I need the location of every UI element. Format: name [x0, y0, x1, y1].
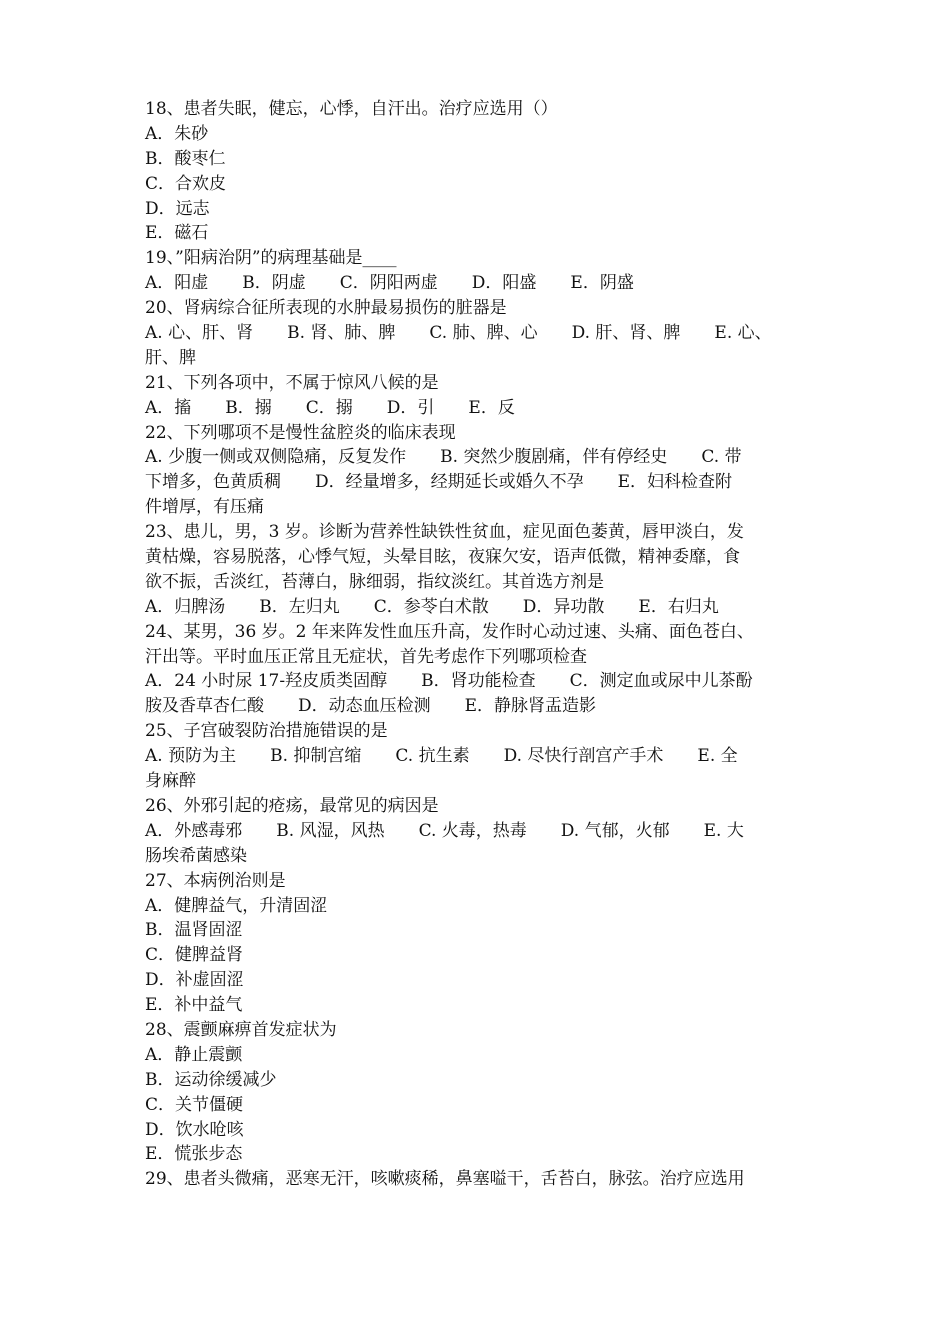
- option-line: 下增多，色黄质稠 D．经量增多，经期延长或婚久不孕 E．妇科检查附: [145, 472, 733, 493]
- option-line: D．补虚固涩: [145, 970, 244, 991]
- question-text: 21、下列各项中，不属于惊风八候的是: [145, 372, 439, 393]
- question-text: 汗出等。平时血压正常且无症状，首先考虑作下列哪项检查: [145, 646, 587, 667]
- option-line: A．外感毒邪 B. 风湿，风热 C. 火毒，热毒 D. 气郁，火郁 E. 大: [145, 820, 744, 841]
- document-page: [145, 97, 817, 1192]
- option-line: 肠埃希菌感染: [145, 845, 247, 866]
- question-text: 29、患者头微痛，恶寒无汗，咳嗽痰稀，鼻塞嗌干，舌苔白，脉弦。治疗应选用: [145, 1169, 745, 1190]
- option-line: 肝、脾: [145, 347, 196, 368]
- option-line: A．24 小时尿 17-羟皮质类固醇 B．肾功能检查 C．测定血或尿中儿茶酚: [145, 671, 753, 692]
- option-line: A．阳虚 B．阴虚 C．阴阳两虚 D．阳盛 E．阴盛: [145, 273, 634, 294]
- option-line: A. 少腹一侧或双侧隐痛，反复发作 B. 突然少腹剧痛，伴有停经史 C. 带: [145, 447, 742, 468]
- question-text: 25、子宫破裂防治措施错误的是: [145, 721, 388, 742]
- question-text: 22、下列哪项不是慢性盆腔炎的临床表现: [145, 422, 456, 443]
- question-text: 28、震颤麻痹首发症状为: [145, 1019, 337, 1040]
- option-line: C．关节僵硬: [145, 1094, 244, 1115]
- question-text: 20、肾病综合征所表现的水肿最易损伤的脏器是: [145, 298, 507, 319]
- option-line: E．补中益气: [145, 995, 243, 1016]
- option-line: 胺及香草杏仁酸 D．动态血压检测 E．静脉肾盂造影: [145, 696, 597, 717]
- option-line: A. 预防为主 B. 抑制宫缩 C. 抗生素 D. 尽快行剖宫产手术 E. 全: [145, 746, 738, 767]
- question-text: 黄枯燥，容易脱落，心悸气短，头晕目眩，夜寐欠安，语声低微，精神委靡，食: [145, 547, 740, 568]
- option-line: A．健脾益气，升清固涩: [145, 895, 328, 916]
- option-line: E．磁石: [145, 223, 209, 244]
- option-line: B．温肾固涩: [145, 920, 243, 941]
- question-text: 26、外邪引起的疮疡，最常见的病因是: [145, 795, 439, 816]
- option-line: 件增厚，有压痛: [145, 497, 264, 518]
- question-text: 23、患儿，男，3 岁。诊断为营养性缺铁性贫血，症见面色萎黄，唇甲淡白，发: [145, 522, 744, 543]
- question-text: 27、本病例治则是: [145, 870, 286, 891]
- question-text: 19、”阳病治阴”的病理基础是____: [145, 248, 397, 269]
- option-line: D．饮水呛咳: [145, 1119, 244, 1140]
- option-line: E．慌张步态: [145, 1144, 243, 1165]
- option-line: C．健脾益肾: [145, 945, 244, 966]
- question-text: 18、患者失眠，健忘，心悸，自汗出。治疗应选用（）: [145, 99, 558, 119]
- option-line: A．归脾汤 B．左归丸 C．参苓白术散 D．异功散 E．右归丸: [145, 596, 719, 617]
- option-line: D．远志: [145, 198, 210, 219]
- option-line: 身麻醉: [145, 771, 196, 792]
- question-text: 24、某男，36 岁。2 年来阵发性血压升高，发作时心动过速、头痛、面色苍白、: [145, 621, 754, 642]
- question-text: 欲不振，舌淡红，苔薄白，脉细弱，指纹淡红。其首选方剂是: [145, 571, 604, 592]
- option-line: A. 心、肝、肾 B. 肾、肺、脾 C. 肺、脾、心 D. 肝、肾、脾 E. 心、: [145, 323, 772, 344]
- option-line: A．搐 B．搦 C．搦 D．引 E．反: [145, 397, 515, 418]
- option-line: B．酸枣仁: [145, 148, 226, 169]
- option-line: A．静止震颤: [145, 1044, 243, 1065]
- option-line: C．合欢皮: [145, 173, 227, 194]
- option-line: A．朱砂: [145, 123, 209, 144]
- option-line: B．运动徐缓减少: [145, 1069, 277, 1090]
